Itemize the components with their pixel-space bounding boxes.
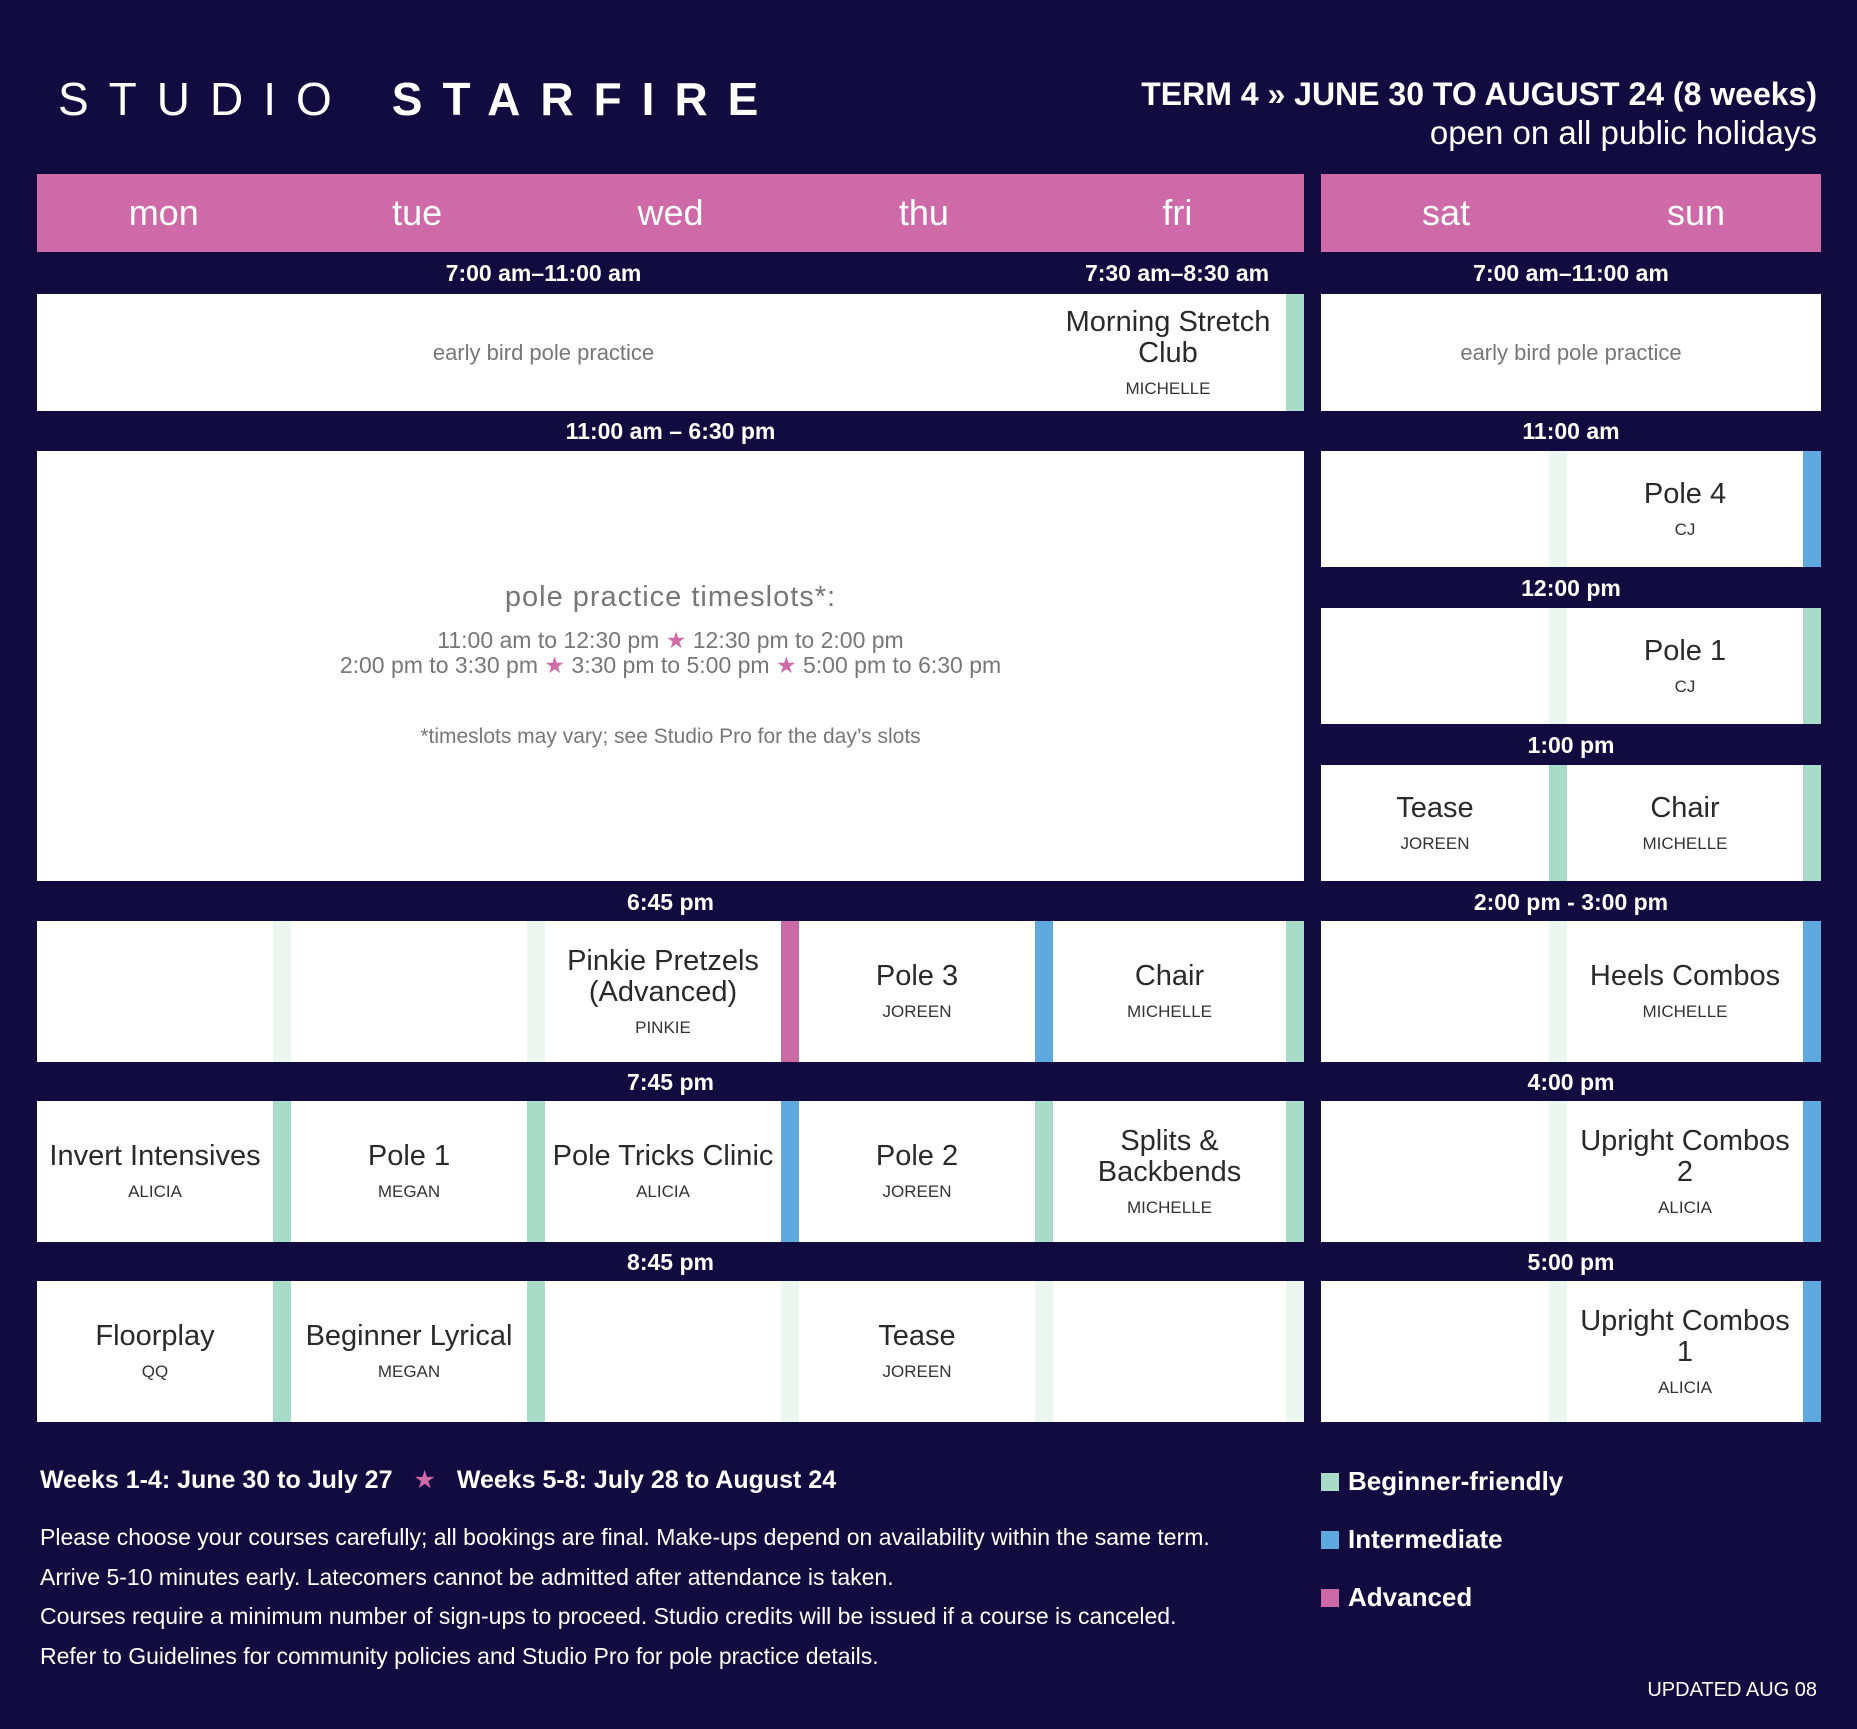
class-morning-stretch[interactable] [1050,294,1286,411]
time-label-weekend-s4: 2:00 pm - 3:00 pm [1473,889,1669,915]
class-tease-thu[interactable] [799,1281,1035,1422]
class-invert-intensives[interactable] [37,1101,273,1242]
star-icon: ★ [413,1466,436,1494]
level-bar-beginner [273,1281,291,1422]
level-bar-intermediate [1035,921,1053,1062]
class-name: Chair [1134,960,1205,992]
star-icon: ★ [544,652,566,678]
class-chair-fri[interactable] [1053,921,1286,1062]
class-name: Invert Intensives [49,1140,261,1172]
studio-logo [58,72,778,126]
time-label-fri-early: 7:30 am–8:30 am [1084,260,1270,286]
day-label-sat: sat [1421,192,1471,233]
class-upright-combos-2[interactable] [1567,1101,1803,1242]
level-bar-beginner [273,1101,291,1242]
class-instructor: MEGAN [377,1182,441,1201]
class-instructor: JOREEN [882,1002,952,1021]
level-bar-empty [273,921,291,1062]
note-line: Arrive 5-10 minutes early. Latecomers cannot be admitted after attendance is taken. [40,1563,894,1590]
brand-light: STUDIO [58,73,352,125]
class-instructor: ALICIA [1658,1377,1712,1397]
class-pole-tricks-clinic[interactable] [545,1101,781,1242]
time-label-weekend-s2: 12:00 pm [1521,575,1621,601]
legend-label-advanced: Advanced [1348,1582,1473,1612]
class-name: Pole 1 [367,1140,451,1172]
practice-line-2 [37,652,1304,679]
class-instructor: MICHELLE [1125,378,1211,398]
timeslot: 2:00 pm to 3:30 pm [339,652,538,678]
level-bar-beginner [1286,294,1304,411]
class-instructor: MEGAN [377,1362,441,1381]
weekday-header [37,174,1304,252]
class-instructor: MICHELLE [1642,1002,1728,1021]
time-label-weekend-early: 7:00 am–11:00 am [1473,260,1669,286]
timeslot: 11:00 am to 12:30 pm [437,627,660,653]
time-label-weekend-s5: 4:00 pm [1527,1069,1615,1095]
timeslot: 3:30 pm to 5:00 pm [571,652,770,678]
practice-title: pole practice timeslots*: [504,581,837,613]
class-instructor: ALICIA [128,1182,182,1201]
time-label-weekend-s3: 1:00 pm [1527,732,1615,758]
level-bar-empty [1035,1281,1053,1422]
class-heels-combos[interactable] [1567,921,1803,1062]
weeks-range-b: Weeks 5-8: July 28 to August 24 [456,1466,837,1494]
class-pole-2[interactable] [799,1101,1035,1242]
class-name: Tease [1396,791,1474,824]
class-tease-sat[interactable] [1321,765,1549,881]
class-name: Beginner Lyrical [305,1320,513,1352]
class-instructor: CJ [1674,676,1696,696]
class-name: Pole 1 [1643,634,1727,667]
class-instructor: ALICIA [636,1182,690,1201]
class-name: Splits & Backbends [1097,1124,1242,1188]
early-bird-text-weekend: early bird pole practice [1460,340,1682,365]
class-beginner-lyrical[interactable] [291,1281,527,1422]
legend-label-intermediate: Intermediate [1348,1524,1503,1554]
star-icon: ★ [665,627,687,653]
class-instructor: MICHELLE [1642,833,1728,853]
note-line: Refer to Guidelines for community policies and Studio Pro for pole practice details. [40,1642,879,1669]
level-bar-intermediate [1803,1101,1821,1242]
level-bar-empty [1549,451,1567,567]
time-label-weekday-midday: 11:00 am – 6:30 pm [565,418,776,444]
practice-note: *timeslots may vary; see Studio Pro for the day’s slots [420,725,921,748]
class-name: Pole 3 [875,960,959,992]
class-name: Chair [1650,791,1720,824]
weeks-info [40,1465,836,1495]
weekend-header [1321,174,1821,252]
level-bar-empty [1549,608,1567,724]
star-icon: ★ [775,652,797,678]
class-pole-1-sun[interactable] [1567,608,1803,724]
updated-date: UPDATED AUG 08 [1647,1679,1817,1701]
note-line: Please choose your courses carefully; all bookings are final. Make-ups depend on availability within the same term. [40,1524,1210,1550]
class-instructor: MICHELLE [1126,1197,1213,1217]
level-bar-intermediate [781,1101,799,1242]
class-floorplay[interactable] [37,1281,273,1422]
time-label-weekday-early: 7:00 am–11:00 am [445,260,642,286]
level-bar-beginner [1286,921,1304,1062]
level-bar-beginner [1035,1101,1053,1242]
level-bar-empty [527,921,545,1062]
class-name: Pole Tricks Clinic [552,1140,774,1172]
level-bar-beginner [1803,765,1821,881]
practice-panel [37,451,1304,881]
class-instructor: JOREEN [882,1362,952,1381]
level-bar-intermediate [1803,1281,1821,1422]
early-bird-text-weekday: early bird pole practice [432,340,655,365]
day-label-mon: mon [128,192,199,233]
class-instructor: PINKIE [635,1017,691,1037]
legend-swatch-intermediate [1321,1531,1339,1549]
class-instructor: MICHELLE [1126,1002,1213,1021]
level-bar-empty [1549,1101,1567,1242]
level-bar-beginner [527,1281,545,1422]
level-bar-beginner [1286,1101,1304,1242]
class-name: Morning Stretch Club [1065,305,1271,369]
timeslot: 5:00 pm to 6:30 pm [803,652,1002,678]
level-bar-empty [1549,921,1567,1062]
day-label-sun: sun [1666,192,1726,233]
class-pole-1-tue[interactable] [291,1101,527,1242]
day-label-wed: wed [637,192,704,233]
class-chair-sun[interactable] [1567,765,1803,881]
level-bar-empty [1549,1281,1567,1422]
level-bar-intermediate [1803,451,1821,567]
class-instructor: JOREEN [882,1182,952,1201]
level-bar-empty [1286,1281,1304,1422]
class-pole-4[interactable] [1567,451,1803,567]
day-label-fri: fri [1162,192,1193,233]
notes [40,1518,1210,1676]
level-bar-advanced [781,921,799,1062]
class-name: Upright Combos 2 [1580,1124,1790,1188]
class-pinkie-pretzels[interactable] [545,921,781,1062]
day-label-tue: tue [392,192,443,233]
class-name: Pole 2 [875,1140,959,1172]
legend-label-beginner: Beginner-friendly [1348,1466,1564,1496]
time-label-weekend-s1: 11:00 am [1522,418,1620,444]
class-name: Heels Combos [1589,960,1781,992]
class-name: Tease [878,1320,956,1352]
level-bar-beginner [1549,765,1567,881]
class-instructor: ALICIA [1658,1197,1712,1217]
time-label-weekday-r2: 7:45 pm [627,1069,714,1095]
class-upright-combos-1[interactable] [1567,1281,1803,1422]
time-label-weekday-r3: 8:45 pm [627,1249,714,1275]
class-splits-backbends[interactable] [1053,1101,1286,1242]
weeks-range-a: Weeks 1-4: June 30 to July 27 [40,1466,393,1494]
timeslot: 12:30 pm to 2:00 pm [692,627,904,653]
class-name: Pinkie Pretzels (Advanced) [567,944,759,1008]
class-name: Pole 4 [1643,477,1727,510]
term-title: TERM 4 » JUNE 30 TO AUGUST 24 (8 weeks) [1141,76,1817,112]
time-label-weekend-s6: 5:00 pm [1527,1249,1615,1275]
level-bar-intermediate [1803,921,1821,1062]
time-label-weekday-r1: 6:45 pm [627,889,714,915]
class-instructor: CJ [1674,519,1696,539]
brand-bold: STARFIRE [391,73,779,125]
class-name: Floorplay [95,1320,215,1352]
legend-swatch-advanced [1321,1589,1339,1607]
note-line: Courses require a minimum number of sign-ups to proceed. Studio credits will be issued if a course is canceled. [40,1603,1177,1629]
day-label-thu: thu [898,192,949,233]
level-bar-beginner [527,1101,545,1242]
level-bar-beginner [1803,608,1821,724]
class-instructor: QQ [141,1362,169,1381]
legend-swatch-beginner [1321,1473,1339,1491]
class-pole-3[interactable] [799,921,1035,1062]
class-name: Upright Combos 1 [1580,1304,1790,1368]
level-bar-empty [781,1281,799,1422]
class-instructor: JOREEN [1400,833,1470,853]
term-subtitle: open on all public holidays [1429,114,1817,151]
practice-line-1 [37,627,1304,654]
